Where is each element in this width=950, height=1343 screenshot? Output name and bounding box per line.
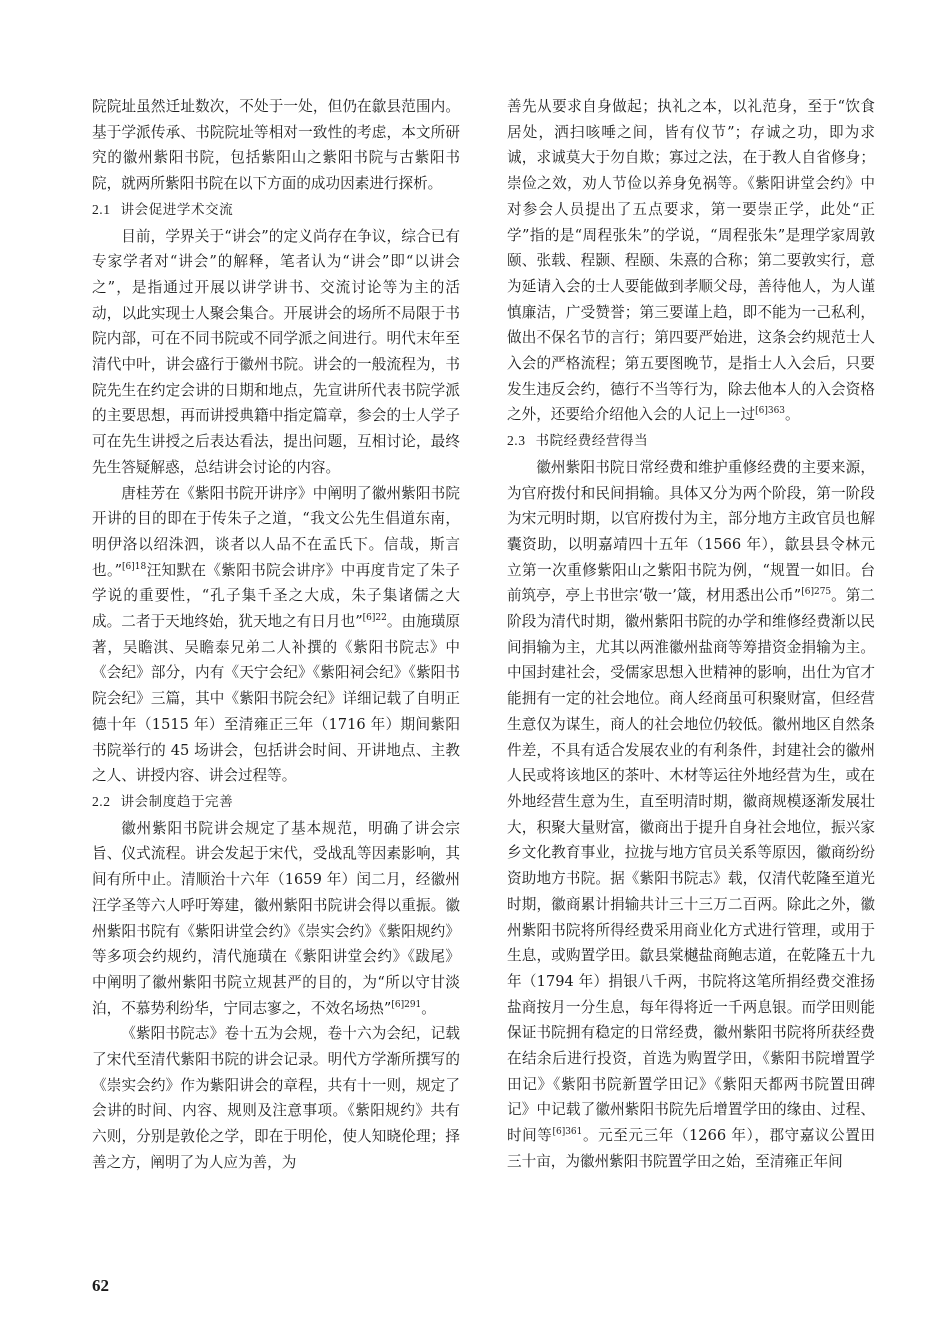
section-title: 讲会促进学术交流 (120, 201, 234, 218)
paragraph: 《紫阳书院志》卷十五为会规，卷十六为会纪，记载了宋代至清代紫阳书院的讲会记录。明代方学渐所撰写的《崇实会约》作为紫阳讲会的章程，共有十一则，规定了会讲的时间、内容、规则及注意事项。《紫阳规约》共有六则，分别是敦伦之学，即在于明伦，使人知晓伦理；择善之方，阐明了为人应为善，为 (92, 1025, 460, 1171)
citation: [6]363 (755, 406, 786, 417)
citation: [6]291 (391, 999, 422, 1010)
section-heading-2-3 (507, 428, 875, 455)
paragraph (92, 816, 460, 1022)
text-run: 。 (785, 406, 800, 424)
text-run: 徽州紫阳书院日常经费和维护重修经费的主要来源，为官府拨付和民间捐输。具体又分为两个阶段，第一阶段为宋元明时期，以官府拨付为主，部分地方主政官员也解囊资助，以明嘉靖四十五年（1566 年），歙县县令林元立第一次重修紫阳山之紫阳书院为例，“规置一如旧。台前筑亭，亭上书世宗‘敬一’箴，材用悉出公币” (507, 458, 875, 605)
section-title: 书院经费经营得当 (535, 433, 649, 450)
citation: [6]275 (801, 587, 832, 598)
paragraph: 目前，学界关于“讲会”的定义尚存在争议，综合已有专家学者对“讲会”的解释，笔者认为“讲会”即“以讲会之”，是指通过开展以讲学讲书、交流讨论等为主的活动，以此实现士人聚会集合。开展讲会的场所不局限于书院内部，可在不同书院或不同学派之间进行。明代末年至清代中叶，讲会盛行于徽州书院。讲会的一般流程为，书院先生在约定会讲的日期和地点，先宣讲所代表书院学派的主要思想，再而讲授典籍中指定篇章，参会的士人学子可在先生讲授之后表达看法，提出问题，互相讨论，最终先生答疑解惑，总结讲会讨论的内容。 (92, 227, 460, 476)
text-run: 。第二阶段为清代时期，徽州紫阳书院的办学和维修经费渐以民间捐输为主，尤其以两淮徽州盐商等筹措资金捐输为主。中国封建社会，受儒家思想入世精神的影响，出仕为官才能拥有一定的社会地位。商人经商虽可积聚财富，但经营生意仅为谋生，商人的社会地位仍较低。徽州地区自然条件差，不具有适合发展农业的有利条件，封建社会的徽州人民或将该地区的茶叶、木材等运往外地经营为生，或在外地经营生意为生，直至明清时期，徽商规模逐渐发展壮大，积聚大量财富，徽商出于提升自身社会地位，振兴家乡文化教育事业，拉拢与地方官员关系等原因，徽商纷纷资助地方书院。据《紫阳书院志》载，仅清代乾隆至道光时期，徽商累计捐输共计三十三万二百两。除此之外，徽州紫阳书院将所得经费采用商业化方式进行管理，或用于生息，或购置学田。歙县棠樾盐商鲍志道，在乾隆五十九年（1794 年）捐银八千两，书院将这笔所捐经费交淮扬盐商按月一分生息，每年得将近一千两息银。而学田则能保证书院拥有稳定的日常经费，徽州紫阳书院将所获经费在结余后进行投资，首选为购置学田，《紫阳书院增置学田记》《紫阳书院新置学田记》《紫阳天都两书院置田碑记》中记载了徽州紫阳书院先后增置学田的缘由、过程、时间等 (507, 587, 875, 1145)
section-heading-2-1 (92, 197, 460, 224)
section-title: 讲会制度趋于完善 (120, 793, 234, 810)
section-number: 2.2 (92, 793, 111, 809)
paragraph (92, 481, 460, 789)
text-run: 徽州紫阳书院讲会规定了基本规范，明确了讲会宗旨、仪式流程。讲会发起于宋代，受战乱等因素影响，其间有所中止。清顺治十六年（1659 年）闰二月，经徽州汪学圣等六人呼吁筹建，徽州紫阳书院讲会得以重振。徽州紫阳书院有《紫阳讲堂会约》《崇实会约》《紫阳规约》等多项会约规约，清代施璜在《紫阳讲堂会约》《跋尾》中阐明了徽州紫阳书院立规甚严的目的，为“所以守甘淡泊，不慕势利纷华，宁同志寥之，不效名场热” (92, 819, 460, 1017)
text-run: 。元至元三年（1266 年），郡守嘉议公置田三十亩，为徽州紫阳书院置学田之始，至清雍正年间 (507, 1127, 875, 1170)
page-number: 62 (92, 1276, 109, 1295)
section-number: 2.1 (92, 201, 111, 217)
citation: [6]361 (552, 1127, 583, 1138)
text-run: 唐桂芳在《紫阳书院开讲序》中阐明了徽州紫阳书院开讲的目的即在于传朱子之道，“我文公先生倡道东南，明伊洛以绍洙泗，谈者以人品不在孟氏下。信哉，斯言也。” (92, 484, 460, 579)
paragraph (507, 94, 875, 428)
text-run: 。由施璜原著，吴瞻淇、吴瞻泰兄弟二人补撰的《紫阳书院志》中《会纪》部分，内有《天宁会纪》《紫阳祠会纪》《紫阳书院会纪》三篇，其中《紫阳书院会纪》详细记载了自明正德十年（1515 年）至清雍正三年（1716 年）期间紫阳书院举行的 45 场讲会，包括讲会时间、开讲地点、主教之人、讲授内容、讲会过程等。 (92, 613, 460, 785)
text-run: 汪知默在《紫阳书院会讲序》中再度肯定了朱子学说的重要性，“孔子集千圣之大成，朱子集诸儒之大成。二者于天地终始，犹天地之有日月也” (92, 561, 460, 631)
citation: [6]18 (122, 561, 147, 572)
text-run: 。 (421, 999, 436, 1017)
section-number: 2.3 (507, 433, 526, 449)
left-column (92, 94, 460, 1176)
citation: [6]22 (362, 613, 387, 624)
text-run: 善先从要求自身做起；执礼之本，以礼范身，至于“饮食居处，洒扫咳唾之间，皆有仪节”；存诚之功，即为求诚，求诚莫大于勿自欺；寡过之法，在于教人自省修身；崇俭之效，劝人节俭以养身免祸等。《紫阳讲堂会约》中对参会人员提出了五点要求，第一要崇正学，此处“正学”指的是“周程张朱”的学说，“周程张朱”是理学家周敦颐、张载、程颢、程颐、朱熹的合称；第二要敦实行，意为延请入会的士人要能做到孝顺父母，善待他人，为人谨慎廉洁，广受赞誉；第三要谨上趋，即不能为一己私利，做出不保名节的言行；第四要严始进，这条会约规范士人入会的严格流程；第五要图晚节，是指士人入会后，只要发生违反会约，德行不当等行为，除去他本人的入会资格之外，还要给介绍他入会的人记上一过 (507, 98, 875, 424)
right-column (507, 94, 875, 1175)
section-heading-2-2 (92, 789, 460, 816)
paragraph: 院院址虽然迁址数次，不处于一处，但仍在歙县范围内。基于学派传承、书院院址等相对一致性的考虑，本文所研究的徽州紫阳书院，包括紫阳山之紫阳书院与古紫阳书院，就两所紫阳书院在以下方面的成功因素进行探析。 (92, 98, 460, 193)
paragraph (507, 455, 875, 1175)
